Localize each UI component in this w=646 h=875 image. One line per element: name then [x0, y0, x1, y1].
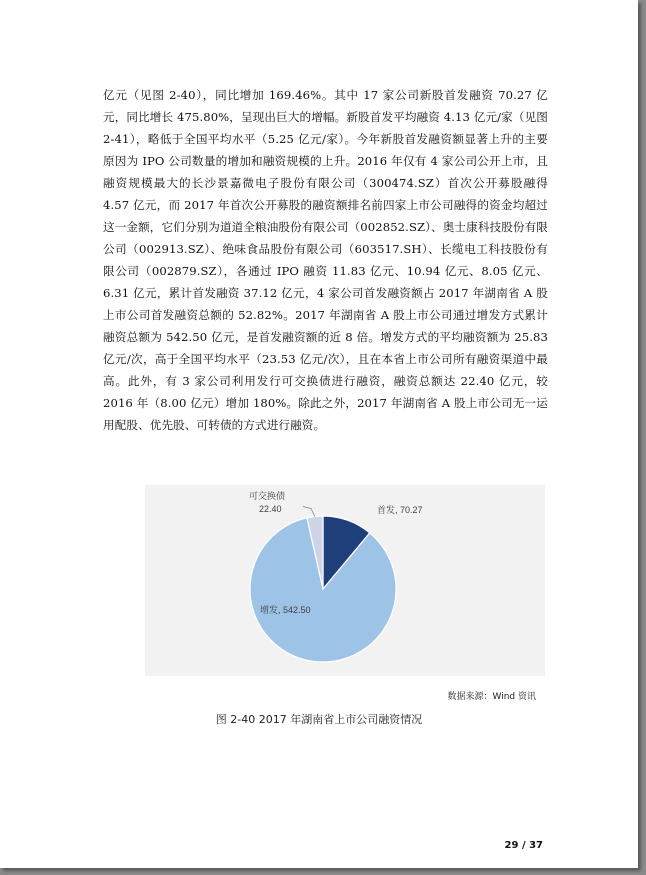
pie-chart-area	[145, 485, 545, 676]
pie-chart	[145, 485, 545, 676]
page-number: 29 / 37	[504, 840, 543, 851]
body-paragraph: 亿元（见图 2-40），同比增加 169.46%。其中 17 家公司新股首发融资 70.27 亿元，同比增长 475.80%，呈现出巨大的增幅。新股首发平均融资 4.13 亿元/家（见图 2-41），略低于全国平均水平（5.25 亿元/家）。今年新股首发融资额显著上升的主要原因为 IPO 公司数量的增加和融资规模的上升。2016 年仅有 4 家公司公开上市，且融资规模最大的长沙景嘉微电子股份有限公司（300474.SZ）首次公开募股融得 4.57 亿元，而 2017 年首次公开募股的融资额排名前四家上市公司融得的资金均超过这一金额，它们分别为道道全粮油股份有限公司（002852.SZ）、奥士康科技股份有限公司（002913.SZ）、绝味食品股份有限公司（603517.SH）、长缆电工科技股份有限公司（002879.SZ），各通过 IPO 融资 11.83 亿元、10.94 亿元、8.05 亿元、6.31 亿元，累计首发融资 37.12 亿元，4 家公司首发融资额占 2017 年湖南省 A 股上市公司首发融资总额的 52.82%。2017 年湖南省 A 股上市公司通过增发方式累计融资总额为 542.50 亿元，是首发融资额的近 8 倍。增发方式的平均融资额为 25.83 亿元/次，高于全国平均水平（23.53 亿元/次），且在本省上市公司所有融资渠道中最高。此外，有 3 家公司利用发行可交换债进行融资，融资总额达 22.40 亿元，较 2016 年（8.00 亿元）增加 180%。除此之外，2017 年湖南省 A 股上市公司无一运用配股、优先股、可转债的方式进行融资。	[103, 88, 548, 432]
label-shoufa: 首发, 70.27	[377, 505, 423, 515]
figure-caption: 图 2-40 2017 年湖南省上市公司融资情况	[215, 713, 423, 726]
label-kejiaohuanzhai-value: 22.40	[259, 504, 282, 514]
leader-line	[303, 506, 315, 516]
data-source: 数据来源：Wind 资讯	[447, 692, 536, 702]
label-kejiaohuanzhai-name: 可交换债	[249, 491, 286, 501]
label-zengfa: 增发, 542.50	[260, 605, 311, 615]
pie-slices	[250, 516, 396, 662]
